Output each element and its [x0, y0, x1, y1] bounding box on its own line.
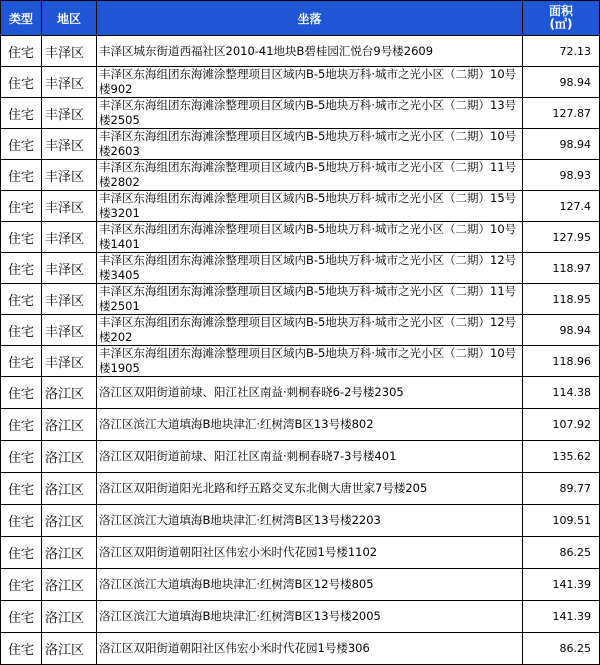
cell-type: 住宅: [1, 633, 42, 665]
cell-address: 洛江区滨江大道填海B地块津汇·红树湾B区13号楼802: [97, 409, 523, 441]
table-row: [1, 409, 600, 441]
cell-area: 118.97: [523, 253, 600, 284]
cell-address: 丰泽区东海组团东海滩涂整理项目区域内B-5地块万科·城市之光小区（二期）11号楼2802: [97, 160, 523, 191]
cell-type: 住宅: [1, 537, 42, 569]
cell-address: 洛江区滨江大道填海B地块津汇·红树湾B区13号楼2203: [97, 505, 523, 537]
cell-address: 洛江区双阳街道前埭、阳江社区南益·刺桐春晓7-3号楼401: [97, 441, 523, 473]
cell-district: 洛江区: [42, 377, 97, 409]
table-row: [1, 160, 600, 191]
table-body: [1, 36, 600, 665]
cell-district: 丰泽区: [42, 191, 97, 222]
cell-type: 住宅: [1, 473, 42, 505]
cell-area: 72.13: [523, 36, 600, 67]
cell-district: 洛江区: [42, 569, 97, 601]
cell-address: 丰泽区城东街道西福社区2010-41地块B碧桂园汇悦台9号楼2609: [97, 36, 523, 67]
header-area-label: 面积: [548, 4, 573, 18]
cell-type: 住宅: [1, 222, 42, 253]
table-row: [1, 222, 600, 253]
table-row: [1, 129, 600, 160]
table-row: [1, 98, 600, 129]
cell-district: 洛江区: [42, 409, 97, 441]
cell-area: 98.94: [523, 315, 600, 346]
cell-address: 洛江区滨江大道填海B地块津汇·红树湾B区12号楼805: [97, 569, 523, 601]
table-row: [1, 346, 600, 377]
cell-type: 住宅: [1, 569, 42, 601]
cell-area: 127.4: [523, 191, 600, 222]
header-area: [523, 1, 600, 36]
cell-address: 丰泽区东海组团东海滩涂整理项目区域内B-5地块万科·城市之光小区（二期）10号楼1905: [97, 346, 523, 377]
table-row: [1, 569, 600, 601]
cell-address: 丰泽区东海组团东海滩涂整理项目区域内B-5地块万科·城市之光小区（二期）13号楼2505: [97, 98, 523, 129]
cell-address: 洛江区双阳街道朝阳社区伟宏小米时代花园1号楼1102: [97, 537, 523, 569]
cell-type: 住宅: [1, 505, 42, 537]
cell-address: 洛江区滨江大道填海B地块津汇·红树湾B区13号楼2005: [97, 601, 523, 633]
cell-area: 141.39: [523, 569, 600, 601]
cell-type: 住宅: [1, 315, 42, 346]
cell-area: 127.95: [523, 222, 600, 253]
cell-area: 86.25: [523, 633, 600, 665]
cell-district: 洛江区: [42, 537, 97, 569]
cell-address: 丰泽区东海组团东海滩涂整理项目区域内B-5地块万科·城市之光小区（二期）11号楼2501: [97, 284, 523, 315]
table-row: [1, 36, 600, 67]
cell-district: 丰泽区: [42, 129, 97, 160]
table-row: [1, 537, 600, 569]
header-district: 地区: [42, 1, 97, 36]
cell-type: 住宅: [1, 191, 42, 222]
cell-address: 洛江区双阳街道阳光北路和纾五路交叉东北侧大唐世家7号楼205: [97, 473, 523, 505]
cell-district: 丰泽区: [42, 160, 97, 191]
cell-type: 住宅: [1, 36, 42, 67]
cell-area: 98.94: [523, 67, 600, 98]
cell-district: 丰泽区: [42, 315, 97, 346]
cell-type: 住宅: [1, 253, 42, 284]
cell-area: 141.39: [523, 601, 600, 633]
cell-type: 住宅: [1, 98, 42, 129]
header-area-unit: (㎡): [549, 17, 573, 31]
cell-address: 丰泽区东海组团东海滩涂整理项目区域内B-5地块万科·城市之光小区（二期）10号楼902: [97, 67, 523, 98]
header-address: 坐落: [97, 1, 523, 36]
cell-type: 住宅: [1, 377, 42, 409]
cell-area: 98.93: [523, 160, 600, 191]
table-row: [1, 377, 600, 409]
cell-address: 丰泽区东海组团东海滩涂整理项目区域内B-5地块万科·城市之光小区（二期）10号楼1401: [97, 222, 523, 253]
cell-address: 丰泽区东海组团东海滩涂整理项目区域内B-5地块万科·城市之光小区（二期）12号楼202: [97, 315, 523, 346]
cell-area: 118.95: [523, 284, 600, 315]
cell-area: 114.38: [523, 377, 600, 409]
table-row: [1, 284, 600, 315]
cell-district: 丰泽区: [42, 346, 97, 377]
cell-area: 89.77: [523, 473, 600, 505]
cell-district: 洛江区: [42, 505, 97, 537]
cell-type: 住宅: [1, 129, 42, 160]
cell-district: 丰泽区: [42, 222, 97, 253]
cell-type: 住宅: [1, 441, 42, 473]
cell-district: 丰泽区: [42, 67, 97, 98]
header-row: [1, 1, 600, 36]
cell-district: 丰泽区: [42, 98, 97, 129]
cell-area: 107.92: [523, 409, 600, 441]
cell-type: 住宅: [1, 160, 42, 191]
cell-district: 丰泽区: [42, 284, 97, 315]
cell-address: 洛江区双阳街道朝阳社区伟宏小米时代花园1号楼306: [97, 633, 523, 665]
cell-type: 住宅: [1, 284, 42, 315]
table-row: [1, 315, 600, 346]
cell-district: 洛江区: [42, 473, 97, 505]
cell-type: 住宅: [1, 409, 42, 441]
cell-address: 洛江区双阳街道前埭、阳江社区南益·刺桐春晓6-2号楼2305: [97, 377, 523, 409]
table-row: [1, 473, 600, 505]
cell-area: 109.51: [523, 505, 600, 537]
cell-address: 丰泽区东海组团东海滩涂整理项目区域内B-5地块万科·城市之光小区（二期）15号楼3201: [97, 191, 523, 222]
table-row: [1, 441, 600, 473]
table-row: [1, 601, 600, 633]
cell-area: 135.62: [523, 441, 600, 473]
cell-area: 86.25: [523, 537, 600, 569]
cell-district: 丰泽区: [42, 36, 97, 67]
cell-address: 丰泽区东海组团东海滩涂整理项目区域内B-5地块万科·城市之光小区（二期）12号楼3405: [97, 253, 523, 284]
header-type: 类型: [1, 1, 42, 36]
table-row: [1, 633, 600, 665]
cell-district: 洛江区: [42, 441, 97, 473]
cell-district: 洛江区: [42, 633, 97, 665]
table-row: [1, 505, 600, 537]
cell-district: 丰泽区: [42, 253, 97, 284]
cell-type: 住宅: [1, 346, 42, 377]
cell-type: 住宅: [1, 601, 42, 633]
cell-area: 98.94: [523, 129, 600, 160]
table-row: [1, 253, 600, 284]
cell-area: 127.87: [523, 98, 600, 129]
cell-district: 洛江区: [42, 601, 97, 633]
cell-type: 住宅: [1, 67, 42, 98]
table-row: [1, 67, 600, 98]
cell-area: 118.96: [523, 346, 600, 377]
cell-address: 丰泽区东海组团东海滩涂整理项目区域内B-5地块万科·城市之光小区（二期）10号楼2603: [97, 129, 523, 160]
table-row: [1, 191, 600, 222]
